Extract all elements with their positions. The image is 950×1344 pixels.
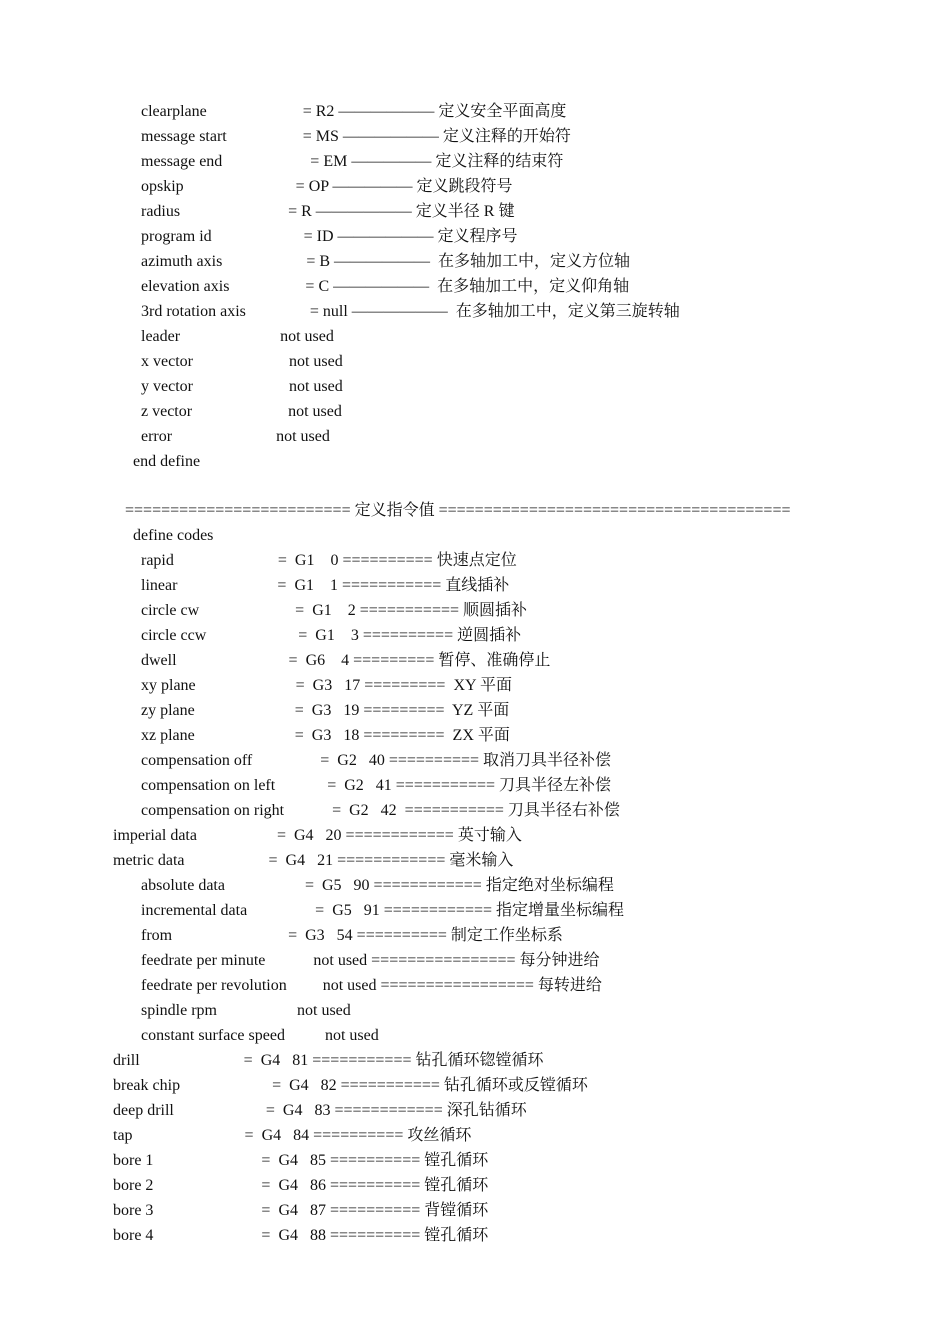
code-line: from = G3 54 ========== 制定工作坐标系 bbox=[141, 927, 563, 944]
code-line: dwell = G6 4 ========= 暂停、准确停止 bbox=[141, 652, 551, 669]
code-line: elevation axis = C —————— 在多轴加工中，定义仰角轴 bbox=[141, 278, 630, 295]
code-line: metric data = G4 21 ============ 毫米输入 bbox=[113, 852, 514, 869]
code-line: compensation on right = G2 42 =========== 刀具半径右补偿 bbox=[141, 802, 620, 819]
code-line: leader not used bbox=[141, 328, 334, 345]
code-line: x vector not used bbox=[141, 353, 343, 370]
code-line: compensation off = G2 40 ========== 取消刀具半径补偿 bbox=[141, 752, 612, 769]
code-line: xz plane = G3 18 ========= ZX 平面 bbox=[141, 727, 510, 744]
code-line: 3rd rotation axis = null —————— 在多轴加工中，定义第三旋转轴 bbox=[141, 303, 680, 320]
code-line: break chip = G4 82 =========== 钻孔循环或反镗循环 bbox=[113, 1077, 588, 1094]
code-line: message start = MS —————— 定义注释的开始符 bbox=[141, 128, 571, 145]
code-line: azimuth axis = B —————— 在多轴加工中，定义方位轴 bbox=[141, 253, 631, 270]
code-line: linear = G1 1 =========== 直线插补 bbox=[141, 577, 510, 594]
code-line: clearplane = R2 —————— 定义安全平面高度 bbox=[141, 103, 567, 120]
code-line: end define bbox=[133, 453, 201, 470]
code-line: tap = G4 84 ========== 攻丝循环 bbox=[113, 1127, 472, 1144]
code-line: feedrate per revolution not used ================= 每转进给 bbox=[141, 977, 602, 994]
code-line: zy plane = G3 19 ========= YZ 平面 bbox=[141, 702, 510, 719]
code-line: y vector not used bbox=[141, 378, 343, 395]
code-line: deep drill = G4 83 ============ 深孔钻循环 bbox=[113, 1102, 527, 1119]
code-line: radius = R —————— 定义半径 R 键 bbox=[141, 203, 515, 220]
code-line: incremental data = G5 91 ============ 指定增量坐标编程 bbox=[141, 902, 625, 919]
code-line: bore 4 = G4 88 ========== 镗孔循环 bbox=[113, 1227, 489, 1244]
code-line: xy plane = G3 17 ========= XY 平面 bbox=[141, 677, 512, 694]
code-line: opskip = OP ————— 定义跳段符号 bbox=[141, 178, 513, 195]
section-divider: ========================= 定义指令值 ======================================= bbox=[125, 502, 791, 519]
code-line: error not used bbox=[141, 428, 330, 445]
code-line: absolute data = G5 90 ============ 指定绝对坐标编程 bbox=[141, 877, 614, 894]
code-line: define codes bbox=[133, 527, 214, 544]
code-line: rapid = G1 0 ========== 快速点定位 bbox=[141, 552, 517, 569]
code-line: bore 1 = G4 85 ========== 镗孔循环 bbox=[113, 1152, 489, 1169]
code-line: drill = G4 81 =========== 钻孔循环锪镗循环 bbox=[113, 1052, 544, 1069]
code-line: bore 2 = G4 86 ========== 镗孔循环 bbox=[113, 1177, 489, 1194]
code-line: program id = ID —————— 定义程序号 bbox=[141, 228, 518, 245]
code-line: z vector not used bbox=[141, 403, 342, 420]
code-line: bore 3 = G4 87 ========== 背镗循环 bbox=[113, 1202, 489, 1219]
code-line: feedrate per minute not used ================ 每分钟进给 bbox=[141, 952, 600, 969]
code-line: message end = EM ————— 定义注释的结束符 bbox=[141, 153, 564, 170]
code-line: imperial data = G4 20 ============ 英寸输入 bbox=[113, 827, 522, 844]
code-line: compensation on left = G2 41 =========== 刀具半径左补偿 bbox=[141, 777, 612, 794]
code-line: spindle rpm not used bbox=[141, 1002, 351, 1019]
code-line: circle cw = G1 2 =========== 顺圆插补 bbox=[141, 602, 528, 619]
code-line: constant surface speed not used bbox=[141, 1027, 379, 1044]
code-line: circle ccw = G1 3 ========== 逆圆插补 bbox=[141, 627, 522, 644]
